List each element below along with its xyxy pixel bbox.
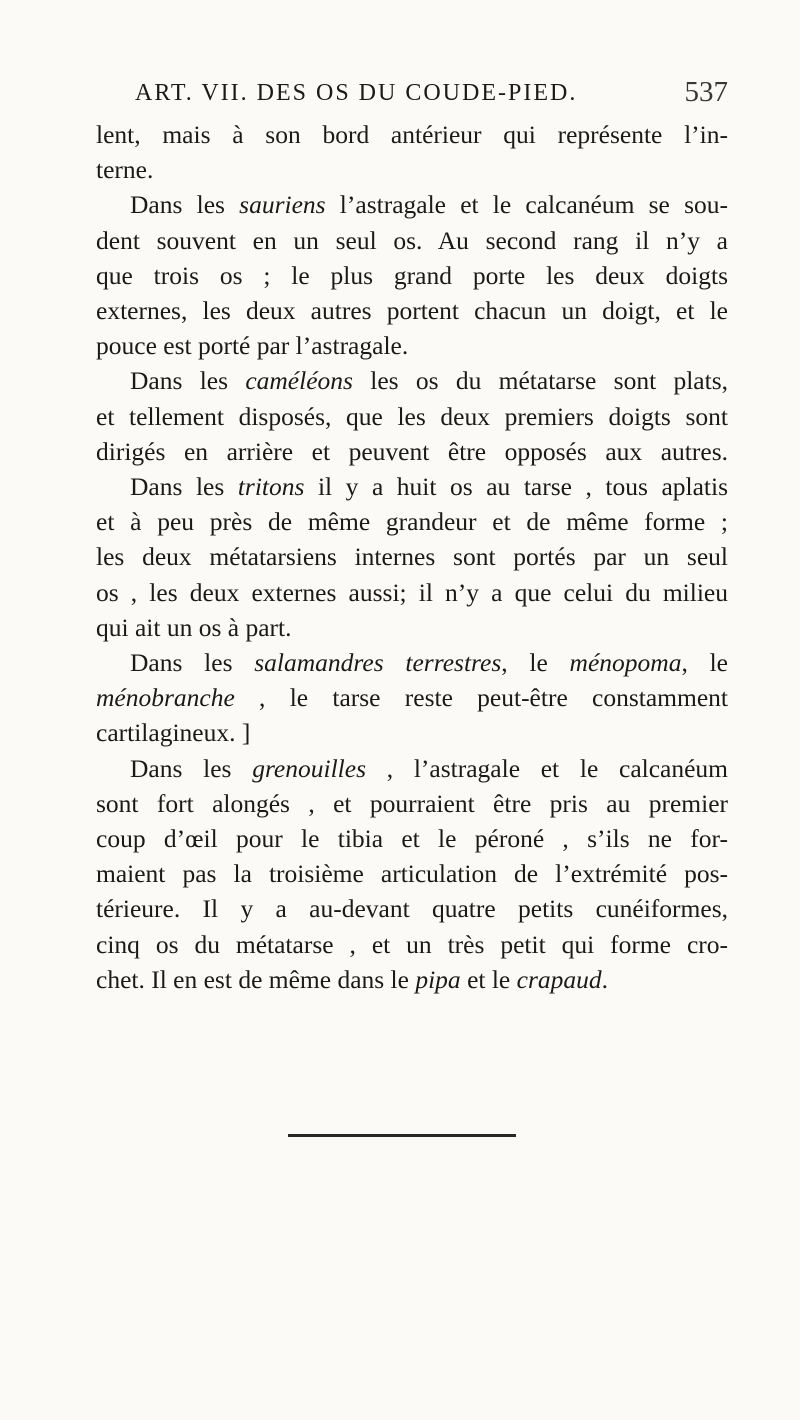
text-line	[96, 962, 728, 997]
italic-term: sauriens	[239, 190, 326, 220]
text-line	[96, 575, 728, 610]
text-line	[96, 363, 728, 398]
text-line	[96, 680, 728, 715]
text-line	[96, 293, 728, 328]
text-run: Dans les	[130, 753, 253, 783]
page-number: 537	[684, 76, 728, 108]
italic-term: caméléons	[245, 366, 353, 396]
text-run: les os du métatarse sont plats,	[352, 366, 728, 396]
text-run: sont fort alongés , et pourraient être pris au premier	[96, 788, 728, 818]
text-line	[96, 645, 728, 680]
text-run: pouce est porté par l’astragale.	[96, 331, 409, 361]
text-run: chet. Il en est de même dans le	[96, 964, 416, 994]
text-run: cinq os du métatarse , et un très petit qui forme cro-	[96, 929, 728, 959]
italic-term: ménopoma	[569, 648, 682, 678]
text-run: .	[601, 964, 608, 994]
italic-term: crapaud	[516, 964, 602, 994]
text-run: , l’astragale et le calcanéum	[366, 753, 729, 783]
text-run: dirigés en arrière et peuvent être opposés aux autres.	[96, 436, 728, 466]
text-run: et tellement disposés, que les deux premiers doigts sont	[96, 401, 728, 431]
text-line	[96, 927, 728, 962]
text-line	[96, 751, 728, 786]
text-line	[96, 539, 728, 574]
text-run: cartilagineux. ]	[96, 718, 251, 748]
text-line	[96, 715, 728, 750]
text-line	[96, 821, 728, 856]
text-line	[96, 610, 728, 645]
text-run: maient pas la troisième articulation de l’extrémité pos-	[96, 859, 728, 889]
body-text	[96, 117, 728, 997]
text-line	[96, 187, 728, 222]
text-run: et à peu près de même grandeur et de même forme ;	[96, 507, 728, 537]
italic-term: ménobranche	[96, 683, 235, 713]
text-line	[96, 117, 728, 152]
text-line	[96, 504, 728, 539]
italic-term: pipa	[415, 964, 461, 994]
text-line	[96, 328, 728, 363]
text-run: os , les deux externes aussi; il n’y a que celui du milieu	[96, 577, 728, 607]
text-run: , le	[681, 648, 728, 678]
text-run: Dans les	[130, 366, 246, 396]
text-run: il y a huit os au tarse , tous aplatis	[304, 472, 729, 502]
text-run: Dans les	[130, 648, 255, 678]
italic-term: salamandres terrestres	[254, 648, 502, 678]
text-run: Dans les	[130, 190, 240, 220]
text-line	[96, 786, 728, 821]
text-line	[96, 469, 728, 504]
text-run: coup d’œil pour le tibia et le péroné , s’ils ne for-	[96, 824, 728, 854]
text-line	[96, 258, 728, 293]
text-line	[96, 399, 728, 434]
text-run: qui ait un os à part.	[96, 612, 292, 642]
text-line	[96, 891, 728, 926]
italic-term: tritons	[237, 472, 305, 502]
text-run: lent, mais à son bord antérieur qui représente l’in-	[96, 120, 728, 149]
text-run: et le	[460, 964, 517, 994]
text-run: dent souvent en un seul os. Au second rang il n’y a	[96, 225, 728, 255]
text-line	[96, 856, 728, 891]
text-run: que trois os ; le plus grand porte les deux doigts	[96, 260, 728, 290]
text-run: térieure. Il y a au-devant quatre petits cunéiformes,	[96, 894, 728, 924]
running-title: ART. VII. DES OS DU COUDE-PIED.	[135, 80, 578, 106]
text-run: externes, les deux autres portent chacun un doigt, et le	[96, 296, 728, 326]
text-run: terne.	[96, 155, 154, 185]
text-line	[96, 434, 728, 469]
text-run: les deux métatarsiens internes sont portés par un seul	[96, 542, 728, 572]
text-line	[96, 152, 728, 187]
text-run: Dans les	[130, 472, 238, 502]
text-run: l’astragale et le calcanéum se sou-	[325, 190, 729, 220]
text-line	[96, 223, 728, 258]
text-run: , le tarse reste peut-être constamment	[234, 683, 728, 713]
footnote-divider-rule	[288, 1134, 516, 1137]
text-run: , le	[501, 648, 570, 678]
italic-term: grenouilles	[252, 753, 366, 783]
running-header	[95, 76, 728, 110]
